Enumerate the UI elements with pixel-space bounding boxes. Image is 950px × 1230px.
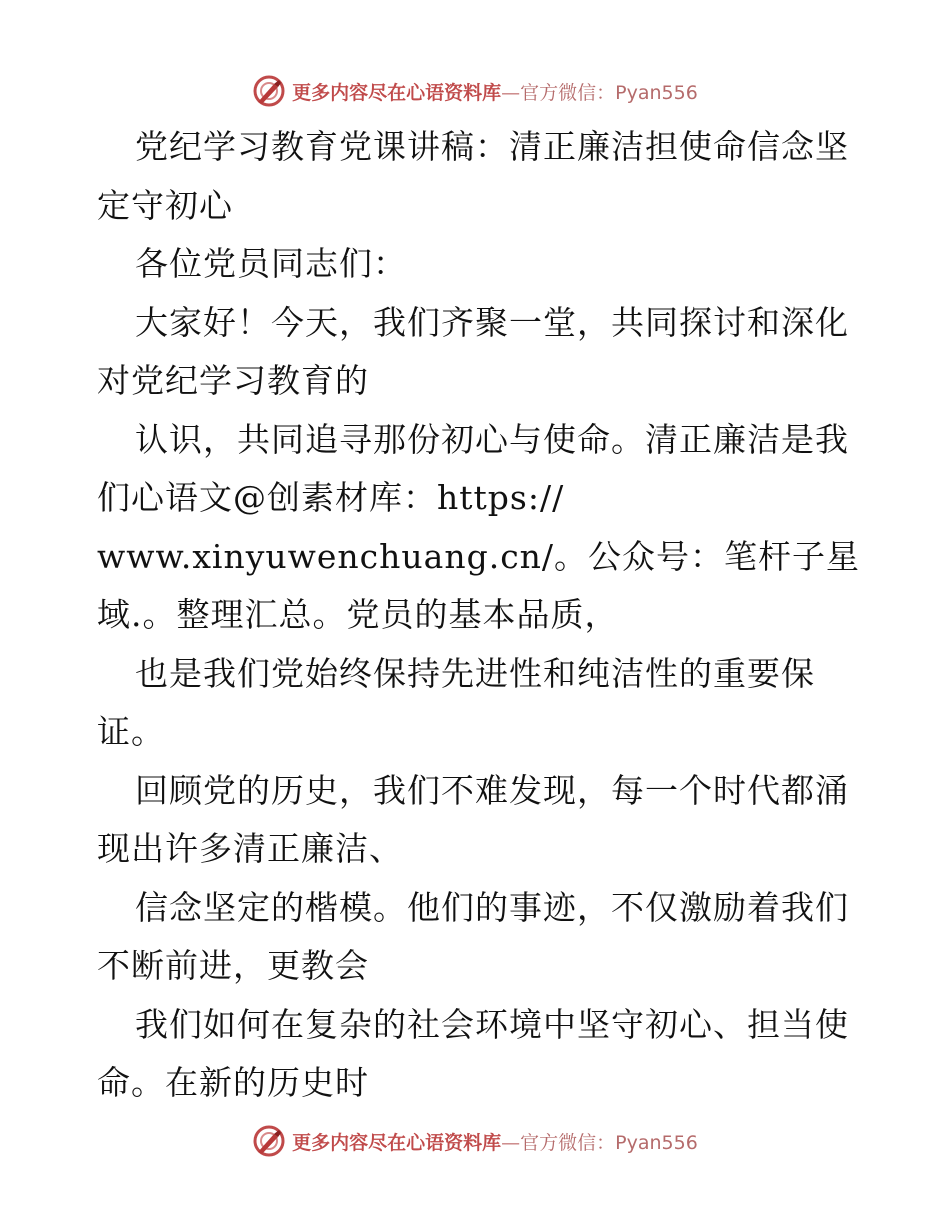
body-text-line: www.xinyuwenchuang.cn/。公众号：笔杆子星 <box>97 536 861 576</box>
body-text-line: 们心语文@创素材库：https:// <box>97 478 565 517</box>
body-text-line: 信念坚定的楷模。他们的事迹，不仅激励着我们 <box>135 887 849 927</box>
pen-circle-logo-icon <box>252 74 286 108</box>
body-text-line: 党纪学习教育党课讲稿：清正廉洁担使命信念坚 <box>135 127 849 166</box>
header-banner-text <box>292 78 698 105</box>
body-text-line: 回顾党的历史，我们不难发现，每一个时代都涌 <box>135 770 849 810</box>
body-text-line: 域.。整理汇总。党员的基本品质， <box>97 595 619 634</box>
body-text-line: 大家好！今天，我们齐聚一堂，共同探讨和深化 <box>135 302 849 342</box>
footer-banner-text <box>292 1128 698 1155</box>
header-banner-main: 更多内容尽在心语资料库 <box>292 81 502 104</box>
header-banner-dash: — <box>501 81 521 104</box>
body-text-line: 命。在新的历史时 <box>97 1063 369 1102</box>
footer-banner-dash: — <box>501 1131 521 1154</box>
body-text-line: 现出许多清正廉洁、 <box>97 829 403 868</box>
body-text-line: 认识，共同追寻那份初心与使命。清正廉洁是我 <box>135 419 849 459</box>
header-banner <box>0 71 950 111</box>
body-text-line: 也是我们党始终保持先进性和纯洁性的重要保 <box>135 653 815 693</box>
body-text-line: 我们如何在复杂的社会环境中坚守初心、担当使 <box>135 1004 849 1044</box>
footer-wechat-text: 官方微信：Pyan556 <box>520 1131 698 1154</box>
body-text-line: 各位党员同志们： <box>135 244 407 283</box>
document-body <box>97 118 861 1113</box>
body-text-line: 对党纪学习教育的 <box>97 361 369 400</box>
footer-banner-main: 更多内容尽在心语资料库 <box>292 1131 502 1154</box>
footer-banner <box>0 1121 950 1161</box>
body-text-line: 不断前进，更教会 <box>97 946 369 985</box>
header-wechat-text: 官方微信：Pyan556 <box>520 81 698 104</box>
body-text-line: 定守初心 <box>97 185 233 225</box>
pen-circle-logo-icon <box>252 1124 286 1158</box>
body-text-line: 证。 <box>97 712 165 751</box>
